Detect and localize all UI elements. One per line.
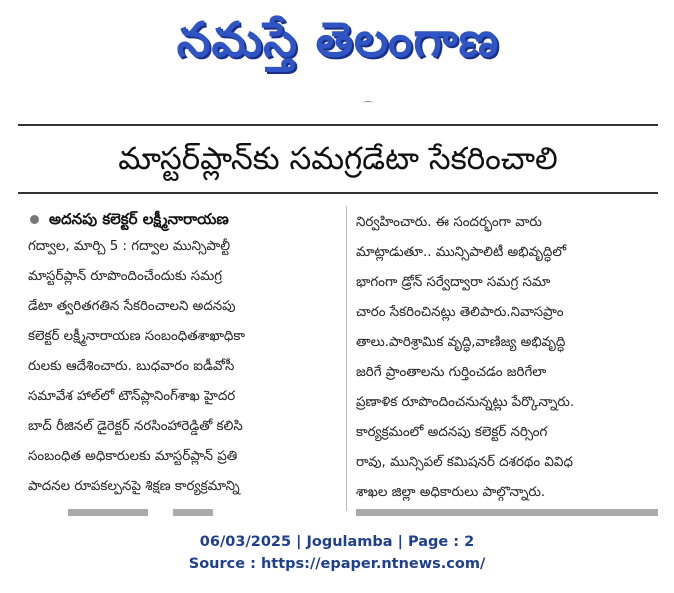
article-line: బాద్ రీజినల్ డైరెక్టర్ నరసింహారెడ్డితో కలిసి: [28, 419, 243, 434]
article-line: భాగంగా డ్రోన్ సర్వేద్వారా సమగ్ర సమా: [356, 275, 551, 290]
article-line: గద్వాల, మార్చి 5 : గద్వాల మున్సిపాల్టీ: [28, 239, 231, 254]
article-line: సమావేశ హాల్‌లో టౌన్‌ప్లానింగ్‌శాఖ హైదర: [28, 389, 236, 404]
article-line: సంబంధిత అధికారులకు మాస్టర్‌ప్లాన్ ప్రతి: [28, 449, 238, 464]
article-line: రులకు ఆదేశించారు. బుధవారం ఐడీవోసీ: [28, 359, 235, 374]
headline-bottom-rule: [18, 192, 658, 194]
section-mark: ⌒: [363, 102, 373, 113]
bullet-icon: [30, 215, 39, 224]
article-line: నిర్వహించారు. ఈ సందర్భంగా వారు: [356, 215, 542, 230]
article-column-right: [356, 208, 658, 508]
article-line: శాఖల జిల్లా అధికారులు పాల్గొన్నారు.: [356, 485, 546, 500]
article-line: ప్రణాళిక రూపొందించనున్నట్లు పేర్కొన్నారు.: [356, 395, 575, 410]
headline-top-rule: [18, 124, 658, 126]
footer-source[interactable]: Source : https://epaper.ntnews.com/: [188, 556, 486, 572]
article-line: జరిగే ప్రాంతాలను గుర్తించడం జరిగేలా: [356, 365, 547, 380]
newspaper-clipping: [8, 6, 664, 516]
cut-off-text-fragment: [356, 509, 658, 516]
article-line: చారం సేకరించినట్లు తెలిపారు.నివాసప్రాం: [356, 305, 564, 320]
article-column-left: [28, 232, 338, 502]
article-line: మాట్లాడుతూ.. మున్సిపాలిటీ అభివృద్ధిలో: [356, 245, 567, 260]
article-line: రావు, మున్సిపల్ కమిషనర్ దశరథం వివిధ: [356, 455, 573, 470]
article-line: కార్యక్రమంలో అదనపు కలెక్టర్ నర్సింగ: [356, 425, 548, 440]
article-byline: [30, 210, 229, 232]
article-line: పాదనల రూపకల్పనపై శిక్షణ కార్యక్రమాన్ని: [28, 479, 240, 494]
cut-off-text-fragment: [173, 509, 213, 516]
article-line: తాలు.పారిశ్రామిక వృద్ధి,వాణిజ్య అభివృద్ధి: [356, 335, 566, 350]
cut-off-text-fragment: [68, 509, 148, 516]
article-line: కలెక్టర్ లక్ష్మీనారాయణ సంబంధితశాఖాధికా: [28, 329, 245, 344]
article-headline: మాస్టర్‌ప్లాన్‌కు సమగ్రడేటా సేకరించాలి: [118, 141, 558, 177]
footer-date-edition: 06/03/2025 | Jogulamba | Page : 2: [199, 534, 475, 550]
article-line: మాస్టర్‌ప్లాన్ రూపొందించేందుకు సమగ్ర: [28, 269, 223, 284]
column-divider: [346, 206, 347, 511]
article-line: డేటా త్వరితగతిన సేకరించాలని అదనపు: [28, 299, 236, 314]
byline-text: అదనపు కలెక్టర్ లక్ష్మీనారాయణ: [49, 210, 229, 228]
newspaper-masthead: నమస్తే తెలంగాణ: [176, 12, 500, 68]
